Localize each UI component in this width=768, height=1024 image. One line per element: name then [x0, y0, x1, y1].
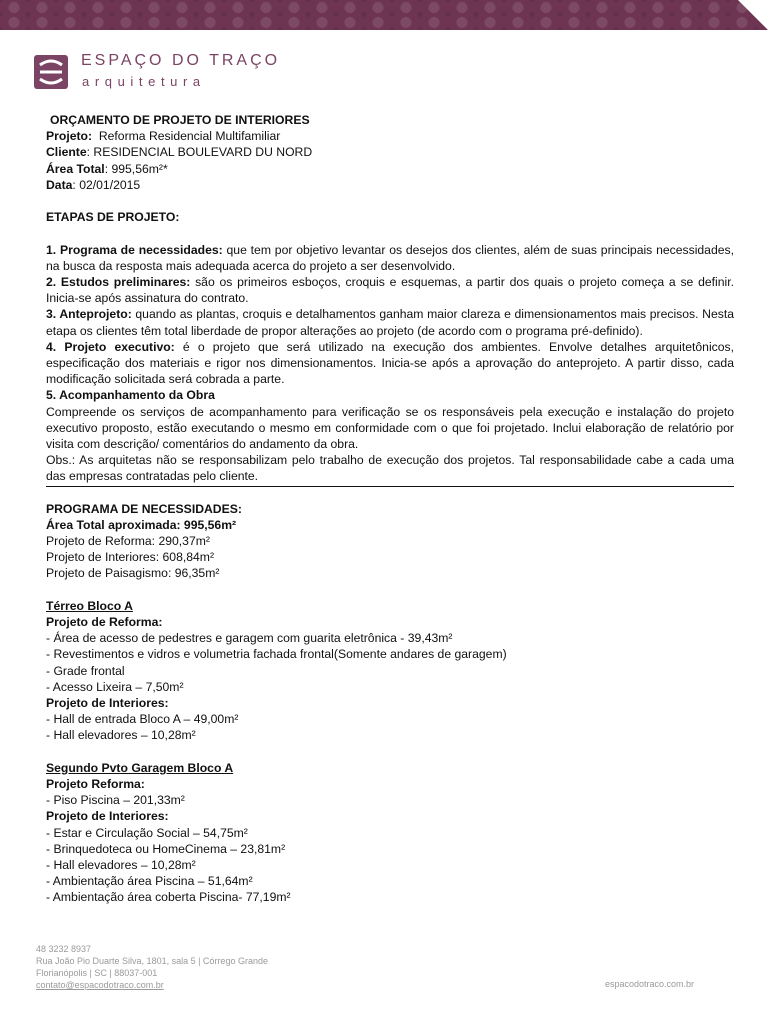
list-item: - Piso Piscina – 201,33m²	[46, 793, 185, 808]
step-label: 2. Estudos preliminares:	[46, 275, 191, 289]
step-label: 1. Programa de necessidades:	[46, 242, 223, 257]
logo-mark-icon	[34, 55, 68, 89]
data-label: Data	[46, 177, 73, 192]
area-value: : 995,56m²*	[104, 161, 168, 176]
total-line: Projeto de Interiores: 608,84m²	[46, 550, 215, 565]
page-footer	[36, 943, 700, 991]
programa-heading: PROGRAMA DE NECESSIDADES:	[46, 501, 242, 516]
list-item: - Hall elevadores – 10,28m²	[46, 728, 196, 743]
data-value: : 02/01/2015	[72, 177, 141, 192]
list-item: - Área de acesso de pedestres e garagem com guarita eletrônica - 39,43m²	[46, 631, 453, 646]
step-1	[46, 242, 734, 274]
header-band	[0, 0, 768, 30]
footer-email-link[interactable]: contato@espacodotraco.com.br	[36, 980, 164, 990]
step-4	[46, 339, 734, 388]
segundo-interiores-label: Projeto de Interiores:	[46, 809, 169, 824]
footer-phone: 48 3232 8937	[36, 944, 92, 954]
section-divider	[46, 486, 734, 487]
list-item: - Brinquedoteca ou HomeCinema – 23,81m²	[46, 841, 286, 856]
list-item: - Grade frontal	[46, 663, 125, 678]
step-text: são os primeiros esboços, croquis e esquemas, a partir dos quais o projeto começa a se definir. Inicia-se após assinatura do contrato.	[46, 275, 734, 306]
step-2	[46, 274, 734, 306]
footer-city: Florianópolis | SC | 88037-001	[36, 968, 158, 978]
etapas-heading: ETAPAS DE PROJETO:	[46, 210, 180, 225]
area-aproximada: Área Total aproximada: 995,56m²	[46, 517, 237, 532]
step-5-text: Compreende os serviços de acompanhamento para verificação se os responsáveis pela execução e instalação do projeto executivo proposto, estão executando o mesmo em conformidade com o que foi projetado. Inclui elaboração de relatório por visita com descrição/ comentários do andamento da obra.	[46, 404, 734, 452]
total-line: Projeto de Paisagismo: 96,35m²	[46, 566, 220, 581]
segundo-heading: Segundo Pvto Garagem Bloco A	[46, 760, 234, 775]
brand-subtitle: arquitetura	[82, 74, 206, 89]
footer-website[interactable]: espacodotraco.com.br	[605, 979, 695, 989]
projeto-value: Reforma Residencial Multifamiliar	[98, 129, 281, 144]
cliente-line	[46, 144, 734, 160]
projeto-line	[46, 128, 734, 144]
step-3	[46, 306, 734, 338]
header-band-corner	[738, 0, 768, 30]
projeto-label: Projeto:	[46, 129, 93, 144]
brand-name: ESPAÇO DO TRAÇO	[81, 52, 281, 69]
step-text: quando as plantas, croquis e detalhamentos ganham maior clareza e dimensionamentos mais precisos. Nesta etapa os clientes têm total liberdade de propor alterações ao projeto (de acordo com o programa pré-definido).	[46, 307, 734, 338]
area-line	[46, 161, 734, 177]
list-item: - Estar e Circulação Social – 54,75m²	[46, 825, 248, 840]
terreo-interiores-label: Projeto de Interiores:	[46, 696, 169, 711]
document-body	[46, 112, 734, 906]
company-logo	[34, 52, 281, 96]
terreo-heading: Térreo Bloco A	[46, 598, 133, 613]
list-item: - Ambientação área coberta Piscina- 77,19m²	[46, 890, 291, 905]
list-item: - Acesso Lixeira – 7,50m²	[46, 679, 184, 694]
list-item: - Ambientação área Piscina – 51,64m²	[46, 874, 253, 889]
cliente-label: Cliente	[46, 145, 87, 160]
list-item: - Hall de entrada Bloco A – 49,00m²	[46, 712, 239, 727]
total-line: Projeto de Reforma: 290,37m²	[46, 534, 210, 549]
list-item: - Revestimentos e vidros e volumetria fachada frontal(Somente andares de garagem)	[46, 647, 507, 662]
obs-text: Obs.: As arquitetas não se responsabilizam pelo trabalho de execução dos projetos. Tal responsabilidade cabe a cada uma das empresas contratadas pelo cliente.	[46, 453, 734, 484]
terreo-reforma-label: Projeto de Reforma:	[46, 615, 163, 630]
step-text: é o projeto que será utilizado na execução dos ambientes. Envolve detalhes arquitetônicos, especificação dos materiais e rigor nos dimensionamentos. Inicia-se após a aprovação do anteprojeto. A partir disso, cada modificação solicitada será cobrada a parte.	[46, 339, 735, 387]
segundo-reforma-label: Projeto Reforma:	[46, 777, 145, 792]
data-line	[46, 177, 734, 193]
footer-address: Rua João Pio Duarte Silva, 1801, sala 5 | Córrego Grande	[36, 956, 268, 966]
step-5-label: 5. Acompanhamento da Obra	[46, 388, 215, 403]
document-title: ORÇAMENTO DE PROJETO DE INTERIORES	[50, 113, 310, 127]
step-text: que tem por objetivo levantar os desejos dos clientes, além de suas principais necessidades, na busca da resposta mais adequada acerca do projeto a ser desenvolvido.	[46, 242, 735, 273]
area-label: Área Total	[46, 161, 105, 176]
cliente-value: : RESIDENCIAL BOULEVARD DU NORD	[86, 145, 313, 160]
step-label: 3. Anteprojeto:	[46, 307, 132, 322]
list-item: - Hall elevadores – 10,28m²	[46, 858, 196, 873]
step-label: 4. Projeto executivo:	[46, 339, 175, 354]
